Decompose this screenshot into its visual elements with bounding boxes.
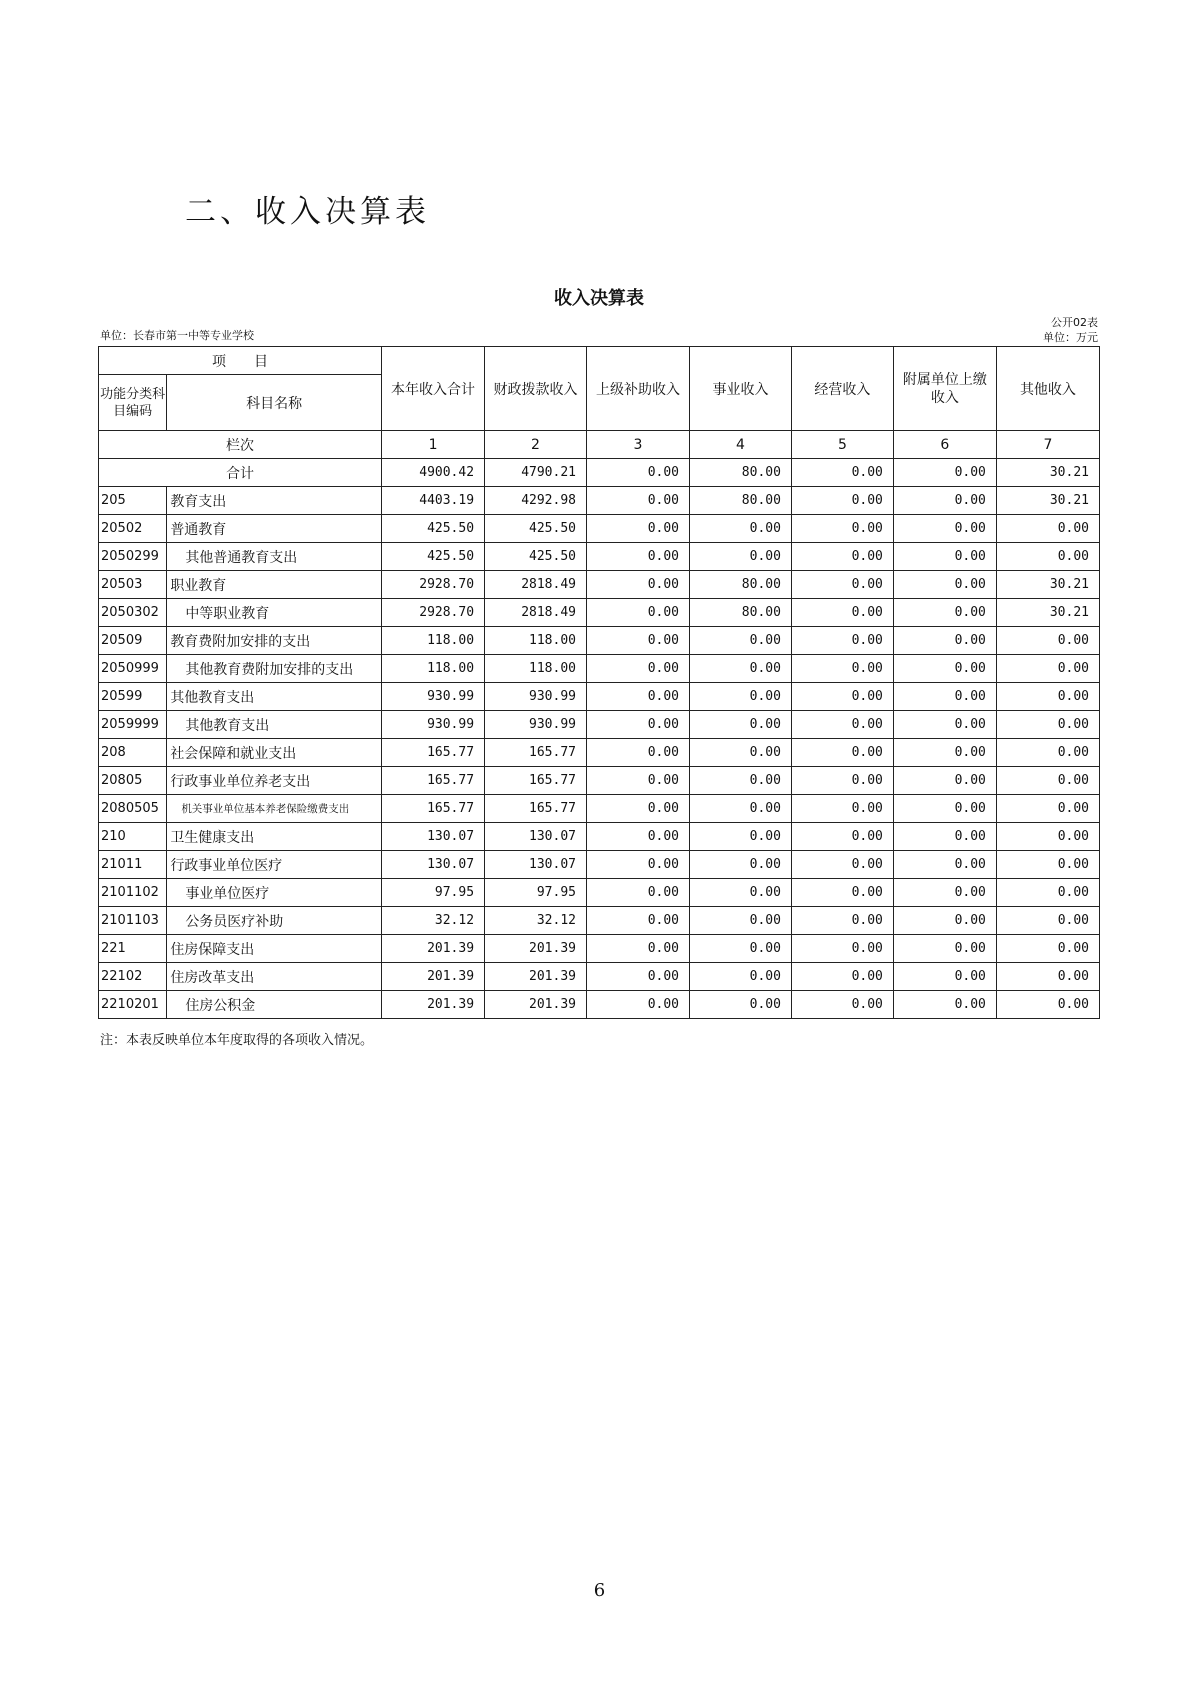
table-cell: 0.00 xyxy=(690,655,792,683)
column-number: 3 xyxy=(586,431,689,459)
table-cell: 0.00 xyxy=(690,515,792,543)
table-cell: 0.00 xyxy=(791,459,893,487)
column-header: 本年收入合计 xyxy=(382,347,485,431)
table-cell: 0.00 xyxy=(791,655,893,683)
table-cell: 32.12 xyxy=(485,907,587,935)
table-cell: 0.00 xyxy=(996,795,1099,823)
subject-name: 其他教育费附加安排的支出 xyxy=(167,655,382,683)
table-cell: 0.00 xyxy=(791,627,893,655)
table-cell: 0.00 xyxy=(586,515,689,543)
table-cell: 0.00 xyxy=(586,739,689,767)
column-header: 上级补助收入 xyxy=(586,347,689,431)
table-cell: 80.00 xyxy=(690,459,792,487)
table-cell: 130.07 xyxy=(485,851,587,879)
subject-code: 20502 xyxy=(99,515,167,543)
table-cell: 2928.70 xyxy=(382,599,485,627)
table-cell: 0.00 xyxy=(690,991,792,1019)
table-cell: 201.39 xyxy=(485,963,587,991)
table-row xyxy=(99,599,1100,627)
subject-code: 2101102 xyxy=(99,879,167,907)
subject-code: 20599 xyxy=(99,683,167,711)
table-cell: 0.00 xyxy=(586,683,689,711)
subject-name: 其他普通教育支出 xyxy=(167,543,382,571)
table-cell: 4790.21 xyxy=(485,459,587,487)
table-cell: 0.00 xyxy=(690,851,792,879)
table-row xyxy=(99,515,1100,543)
table-cell: 4900.42 xyxy=(382,459,485,487)
table-row xyxy=(99,543,1100,571)
sheet-title: 收入决算表 xyxy=(554,288,644,309)
table-cell: 0.00 xyxy=(586,935,689,963)
page-heading: 二、收入决算表 xyxy=(185,194,430,230)
table-cell: 0.00 xyxy=(690,627,792,655)
table-cell: 0.00 xyxy=(586,991,689,1019)
table-cell: 0.00 xyxy=(893,935,996,963)
table-cell: 425.50 xyxy=(485,543,587,571)
table-cell: 0.00 xyxy=(586,627,689,655)
table-cell: 201.39 xyxy=(485,991,587,1019)
subject-code: 20805 xyxy=(99,767,167,795)
table-row xyxy=(99,683,1100,711)
table-cell: 0.00 xyxy=(996,991,1099,1019)
table-cell: 0.00 xyxy=(791,851,893,879)
table-cell: 0.00 xyxy=(690,739,792,767)
subject-code: 2050299 xyxy=(99,543,167,571)
table-cell: 0.00 xyxy=(893,907,996,935)
table-cell: 2818.49 xyxy=(485,571,587,599)
subject-name: 住房保障支出 xyxy=(167,935,382,963)
table-cell: 0.00 xyxy=(586,879,689,907)
currency-unit: 单位：万元 xyxy=(1043,331,1098,344)
table-cell: 0.00 xyxy=(586,543,689,571)
column-header: 财政拨款收入 xyxy=(485,347,587,431)
table-cell: 118.00 xyxy=(485,655,587,683)
table-cell: 425.50 xyxy=(485,515,587,543)
total-label: 合计 xyxy=(99,459,382,487)
subject-code: 2210201 xyxy=(99,991,167,1019)
table-cell: 0.00 xyxy=(791,543,893,571)
table-cell: 0.00 xyxy=(791,571,893,599)
table-row xyxy=(99,991,1100,1019)
subject-code: 20509 xyxy=(99,627,167,655)
subject-name: 卫生健康支出 xyxy=(167,823,382,851)
table-cell: 0.00 xyxy=(690,543,792,571)
column-header: 附属单位上缴收入 xyxy=(893,347,996,431)
table-cell: 425.50 xyxy=(382,515,485,543)
table-cell: 0.00 xyxy=(996,515,1099,543)
table-cell: 0.00 xyxy=(996,963,1099,991)
table-row xyxy=(99,739,1100,767)
subject-name: 住房改革支出 xyxy=(167,963,382,991)
item-header: 项 目 xyxy=(99,347,382,375)
table-cell: 0.00 xyxy=(791,963,893,991)
form-meta xyxy=(1043,315,1098,345)
table-cell: 0.00 xyxy=(586,823,689,851)
column-number: 2 xyxy=(485,431,587,459)
table-cell: 0.00 xyxy=(893,739,996,767)
table-cell: 0.00 xyxy=(791,823,893,851)
table-cell: 0.00 xyxy=(893,655,996,683)
table-cell: 97.95 xyxy=(382,879,485,907)
table-row xyxy=(99,851,1100,879)
footnote: 注：本表反映单位本年度取得的各项收入情况。 xyxy=(100,1033,374,1048)
table-cell: 165.77 xyxy=(485,767,587,795)
subject-name: 公务员医疗补助 xyxy=(167,907,382,935)
table-cell: 930.99 xyxy=(382,683,485,711)
table-cell: 0.00 xyxy=(690,711,792,739)
table-cell: 0.00 xyxy=(996,711,1099,739)
subject-name: 社会保障和就业支出 xyxy=(167,739,382,767)
income-statement-sheet xyxy=(98,282,1100,1048)
table-cell: 0.00 xyxy=(791,767,893,795)
table-cell: 0.00 xyxy=(791,487,893,515)
subject-code: 205 xyxy=(99,487,167,515)
table-cell: 0.00 xyxy=(791,935,893,963)
table-cell: 0.00 xyxy=(893,991,996,1019)
subject-code: 2059999 xyxy=(99,711,167,739)
table-cell: 0.00 xyxy=(996,683,1099,711)
table-cell: 4292.98 xyxy=(485,487,587,515)
table-cell: 0.00 xyxy=(893,515,996,543)
table-cell: 0.00 xyxy=(893,851,996,879)
table-cell: 0.00 xyxy=(996,879,1099,907)
table-cell: 0.00 xyxy=(586,459,689,487)
table-row xyxy=(99,823,1100,851)
table-cell: 201.39 xyxy=(382,991,485,1019)
table-cell: 0.00 xyxy=(690,795,792,823)
table-row xyxy=(99,907,1100,935)
form-number: 公开02表 xyxy=(1051,316,1098,329)
table-cell: 0.00 xyxy=(586,907,689,935)
table-cell: 30.21 xyxy=(996,459,1099,487)
table-cell: 0.00 xyxy=(690,963,792,991)
sheet-meta xyxy=(98,316,1100,346)
subject-code: 20503 xyxy=(99,571,167,599)
table-row xyxy=(99,767,1100,795)
table-cell: 0.00 xyxy=(690,767,792,795)
column-header: 经营收入 xyxy=(791,347,893,431)
table-cell: 0.00 xyxy=(893,459,996,487)
column-number: 4 xyxy=(690,431,792,459)
table-cell: 0.00 xyxy=(791,991,893,1019)
table-cell: 130.07 xyxy=(485,823,587,851)
row-label: 栏次 xyxy=(99,431,382,459)
subject-name: 其他教育支出 xyxy=(167,683,382,711)
table-cell: 2928.70 xyxy=(382,571,485,599)
table-cell: 0.00 xyxy=(893,543,996,571)
subject-code: 21011 xyxy=(99,851,167,879)
table-cell: 0.00 xyxy=(690,935,792,963)
table-cell: 0.00 xyxy=(893,599,996,627)
table-cell: 0.00 xyxy=(996,627,1099,655)
table-cell: 0.00 xyxy=(996,823,1099,851)
table-row xyxy=(99,795,1100,823)
table-cell: 0.00 xyxy=(996,907,1099,935)
table-cell: 0.00 xyxy=(893,683,996,711)
table-cell: 0.00 xyxy=(893,823,996,851)
subject-name: 中等职业教育 xyxy=(167,599,382,627)
table-cell: 0.00 xyxy=(791,711,893,739)
subject-name: 住房公积金 xyxy=(167,991,382,1019)
table-cell: 930.99 xyxy=(485,711,587,739)
table-cell: 0.00 xyxy=(690,823,792,851)
table-cell: 0.00 xyxy=(586,655,689,683)
column-number: 7 xyxy=(996,431,1099,459)
column-number: 5 xyxy=(791,431,893,459)
table-cell: 425.50 xyxy=(382,543,485,571)
table-cell: 0.00 xyxy=(586,767,689,795)
subject-name: 教育费附加安排的支出 xyxy=(167,627,382,655)
table-row xyxy=(99,487,1100,515)
table-cell: 0.00 xyxy=(586,795,689,823)
subject-name: 其他教育支出 xyxy=(167,711,382,739)
table-cell: 930.99 xyxy=(485,683,587,711)
subject-name: 普通教育 xyxy=(167,515,382,543)
table-cell: 80.00 xyxy=(690,599,792,627)
page-number: 6 xyxy=(593,1580,606,1601)
header-row-1 xyxy=(99,347,1100,375)
table-cell: 130.07 xyxy=(382,851,485,879)
table-cell: 30.21 xyxy=(996,487,1099,515)
table-row xyxy=(99,711,1100,739)
table-cell: 0.00 xyxy=(791,599,893,627)
column-number: 6 xyxy=(893,431,996,459)
column-number: 1 xyxy=(382,431,485,459)
table-cell: 80.00 xyxy=(690,571,792,599)
table-cell: 0.00 xyxy=(893,571,996,599)
table-cell: 0.00 xyxy=(893,487,996,515)
table-cell: 165.77 xyxy=(485,795,587,823)
table-cell: 118.00 xyxy=(485,627,587,655)
table-cell: 165.77 xyxy=(382,739,485,767)
table-cell: 118.00 xyxy=(382,655,485,683)
table-cell: 0.00 xyxy=(586,571,689,599)
table-cell: 130.07 xyxy=(382,823,485,851)
table-cell: 165.77 xyxy=(382,795,485,823)
table-cell: 0.00 xyxy=(690,683,792,711)
table-cell: 32.12 xyxy=(382,907,485,935)
table-cell: 0.00 xyxy=(791,795,893,823)
table-row xyxy=(99,935,1100,963)
table-row xyxy=(99,963,1100,991)
subject-code: 208 xyxy=(99,739,167,767)
table-row xyxy=(99,571,1100,599)
table-cell: 0.00 xyxy=(690,879,792,907)
table-cell: 0.00 xyxy=(996,851,1099,879)
table-cell: 165.77 xyxy=(382,767,485,795)
column-number-row xyxy=(99,431,1100,459)
subject-code: 2080505 xyxy=(99,795,167,823)
table-cell: 0.00 xyxy=(791,907,893,935)
table-cell: 0.00 xyxy=(996,739,1099,767)
table-row xyxy=(99,879,1100,907)
subject-code: 2101103 xyxy=(99,907,167,935)
subject-code: 2050999 xyxy=(99,655,167,683)
subject-name: 职业教育 xyxy=(167,571,382,599)
subject-name: 事业单位医疗 xyxy=(167,879,382,907)
table-row xyxy=(99,627,1100,655)
subject-code: 2050302 xyxy=(99,599,167,627)
table-cell: 4403.19 xyxy=(382,487,485,515)
table-cell: 201.39 xyxy=(485,935,587,963)
table-cell: 30.21 xyxy=(996,571,1099,599)
table-cell: 0.00 xyxy=(893,879,996,907)
table-cell: 0.00 xyxy=(996,935,1099,963)
table-cell: 930.99 xyxy=(382,711,485,739)
column-header: 其他收入 xyxy=(996,347,1099,431)
table-cell: 201.39 xyxy=(382,963,485,991)
table-cell: 0.00 xyxy=(791,515,893,543)
table-row xyxy=(99,655,1100,683)
table-cell: 0.00 xyxy=(996,655,1099,683)
table-cell: 80.00 xyxy=(690,487,792,515)
subject-code: 22102 xyxy=(99,963,167,991)
table-cell: 0.00 xyxy=(893,767,996,795)
column-header: 事业收入 xyxy=(690,347,792,431)
table-cell: 0.00 xyxy=(996,543,1099,571)
subject-name: 教育支出 xyxy=(167,487,382,515)
table-cell: 118.00 xyxy=(382,627,485,655)
code-header: 功能分类科目编码 xyxy=(99,375,167,431)
subject-name: 行政事业单位养老支出 xyxy=(167,767,382,795)
reporting-unit: 单位：长春市第一中等专业学校 xyxy=(100,329,254,342)
table-cell: 0.00 xyxy=(586,851,689,879)
table-cell: 0.00 xyxy=(690,907,792,935)
table-cell: 201.39 xyxy=(382,935,485,963)
table-cell: 2818.49 xyxy=(485,599,587,627)
subject-name: 机关事业单位基本养老保险缴费支出 xyxy=(167,795,382,823)
name-header: 科目名称 xyxy=(167,375,382,431)
table-cell: 0.00 xyxy=(791,879,893,907)
table-cell: 0.00 xyxy=(996,767,1099,795)
table-cell: 97.95 xyxy=(485,879,587,907)
total-row xyxy=(99,459,1100,487)
table-cell: 0.00 xyxy=(893,795,996,823)
income-table xyxy=(98,346,1100,1019)
table-cell: 0.00 xyxy=(586,487,689,515)
subject-code: 221 xyxy=(99,935,167,963)
table-cell: 0.00 xyxy=(893,711,996,739)
table-cell: 0.00 xyxy=(893,963,996,991)
table-cell: 0.00 xyxy=(586,711,689,739)
table-cell: 165.77 xyxy=(485,739,587,767)
table-cell: 0.00 xyxy=(586,599,689,627)
table-cell: 0.00 xyxy=(893,627,996,655)
subject-name: 行政事业单位医疗 xyxy=(167,851,382,879)
table-cell: 0.00 xyxy=(791,683,893,711)
table-cell: 30.21 xyxy=(996,599,1099,627)
table-cell: 0.00 xyxy=(791,739,893,767)
table-cell: 0.00 xyxy=(586,963,689,991)
subject-code: 210 xyxy=(99,823,167,851)
